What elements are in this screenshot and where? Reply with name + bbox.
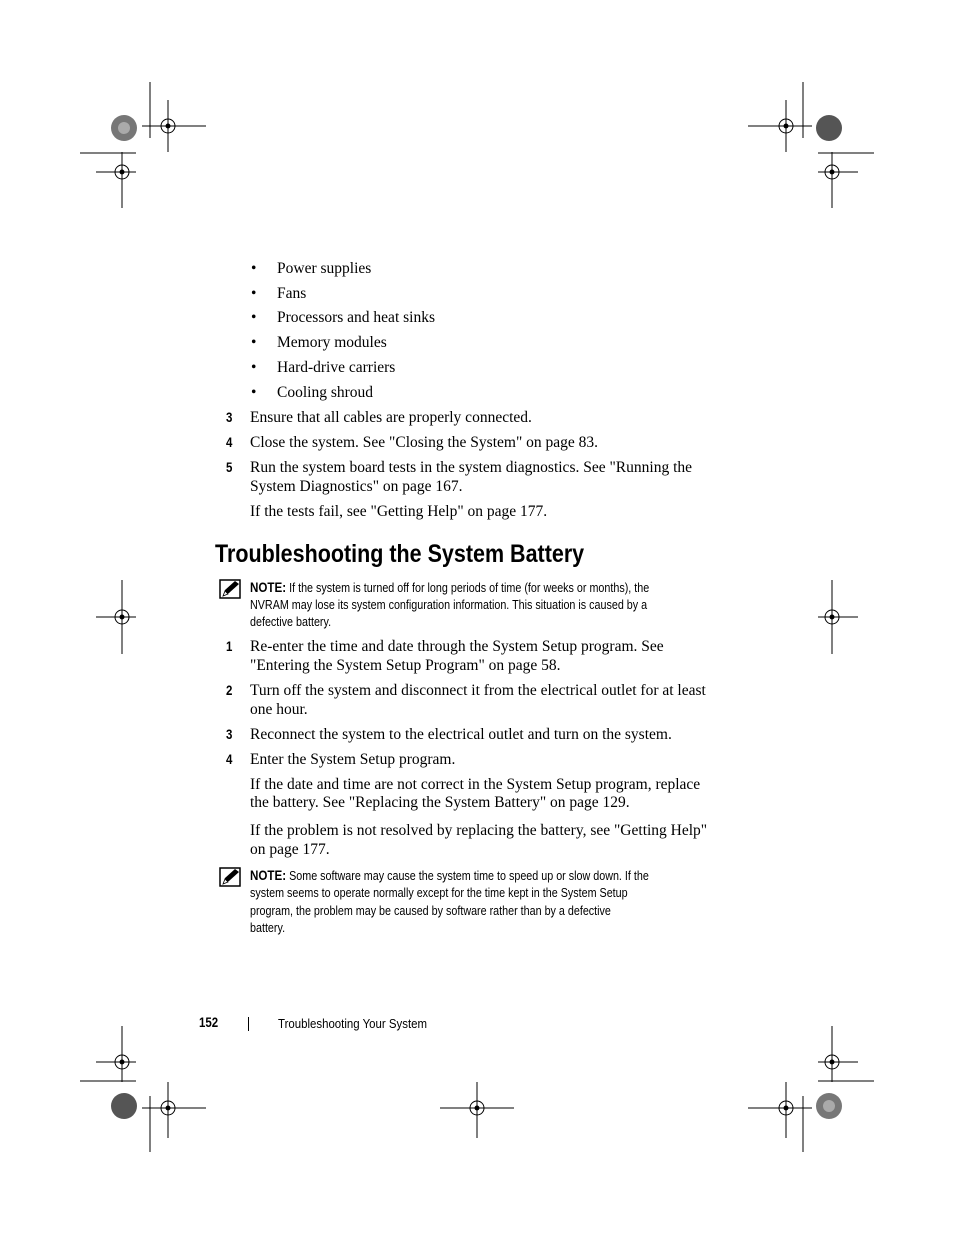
note-label: NOTE: <box>250 580 287 595</box>
note-text: program, the problem may be caused by software rather than by a defective <box>250 904 611 918</box>
bullet-item: Memory modules <box>277 334 387 351</box>
step-number: 3 <box>226 410 233 425</box>
bullet-glyph: • <box>251 260 257 277</box>
step-number: 3 <box>226 727 233 742</box>
step-text: Reconnect the system to the electrical outlet and turn on the system. <box>250 726 672 743</box>
note-text: defective battery. <box>250 615 332 629</box>
step-number: 2 <box>226 683 233 698</box>
step-text: one hour. <box>250 701 308 718</box>
bullet-item: Hard-drive carriers <box>277 359 396 376</box>
note-text: battery. <box>250 921 286 935</box>
step-number: 1 <box>226 639 233 654</box>
date-paragraph: If the date and time are not correct in the System Setup program, replace <box>250 776 701 793</box>
note-label: NOTE: <box>250 868 287 883</box>
step-number: 4 <box>226 435 233 450</box>
step-text: Turn off the system and disconnect it from the electrical outlet for at least <box>250 682 706 699</box>
step-text: Run the system board tests in the system diagnostics. See "Running the <box>250 459 693 476</box>
note-text: If the system is turned off for long periods of time (for weeks or months), the <box>289 581 650 595</box>
bullet-glyph: • <box>251 384 257 401</box>
note-text: system seems to operate normally except for the time kept in the System Setup <box>250 886 628 900</box>
bullet-glyph: • <box>251 359 257 376</box>
step-text: System Diagnostics" on page 167. <box>250 478 463 495</box>
step-text: Re-enter the time and date through the System Setup program. See <box>250 638 664 655</box>
problem-paragraph: If the problem is not resolved by replacing the battery, see "Getting Help" <box>250 822 708 839</box>
step-text: Enter the System Setup program. <box>250 751 456 768</box>
step-text: "Entering the System Setup Program" on page 58. <box>250 657 561 674</box>
step-number: 5 <box>226 460 233 475</box>
note-text: Some software may cause the system time to speed up or slow down. If the <box>289 869 649 883</box>
step-text: Close the system. See "Closing the System" on page 83. <box>250 434 599 451</box>
page-number: 152 <box>199 1015 219 1030</box>
problem-paragraph: on page 177. <box>250 841 330 858</box>
note-pencil-icon <box>219 867 241 887</box>
footer-separator <box>248 1017 249 1031</box>
step-number: 4 <box>226 752 233 767</box>
date-paragraph: the battery. See "Replacing the System Battery" on page 129. <box>250 794 630 811</box>
tests-fail-text: If the tests fail, see "Getting Help" on page 177. <box>250 503 548 520</box>
note-text: NVRAM may lose its system configuration information. This situation is caused by a <box>250 598 648 612</box>
bullet-glyph: • <box>251 309 257 326</box>
bullet-item: Power supplies <box>277 260 372 277</box>
bullet-glyph: • <box>251 285 257 302</box>
bullet-item: Processors and heat sinks <box>277 309 435 326</box>
step-text: Ensure that all cables are properly connected. <box>250 409 532 426</box>
bullet-item: Cooling shroud <box>277 384 374 401</box>
section-heading: Troubleshooting the System Battery <box>215 540 585 568</box>
footer-section-title: Troubleshooting Your System <box>278 1016 428 1031</box>
note-pencil-icon <box>219 579 241 599</box>
bullet-glyph: • <box>251 334 257 351</box>
bullet-item: Fans <box>277 285 307 302</box>
